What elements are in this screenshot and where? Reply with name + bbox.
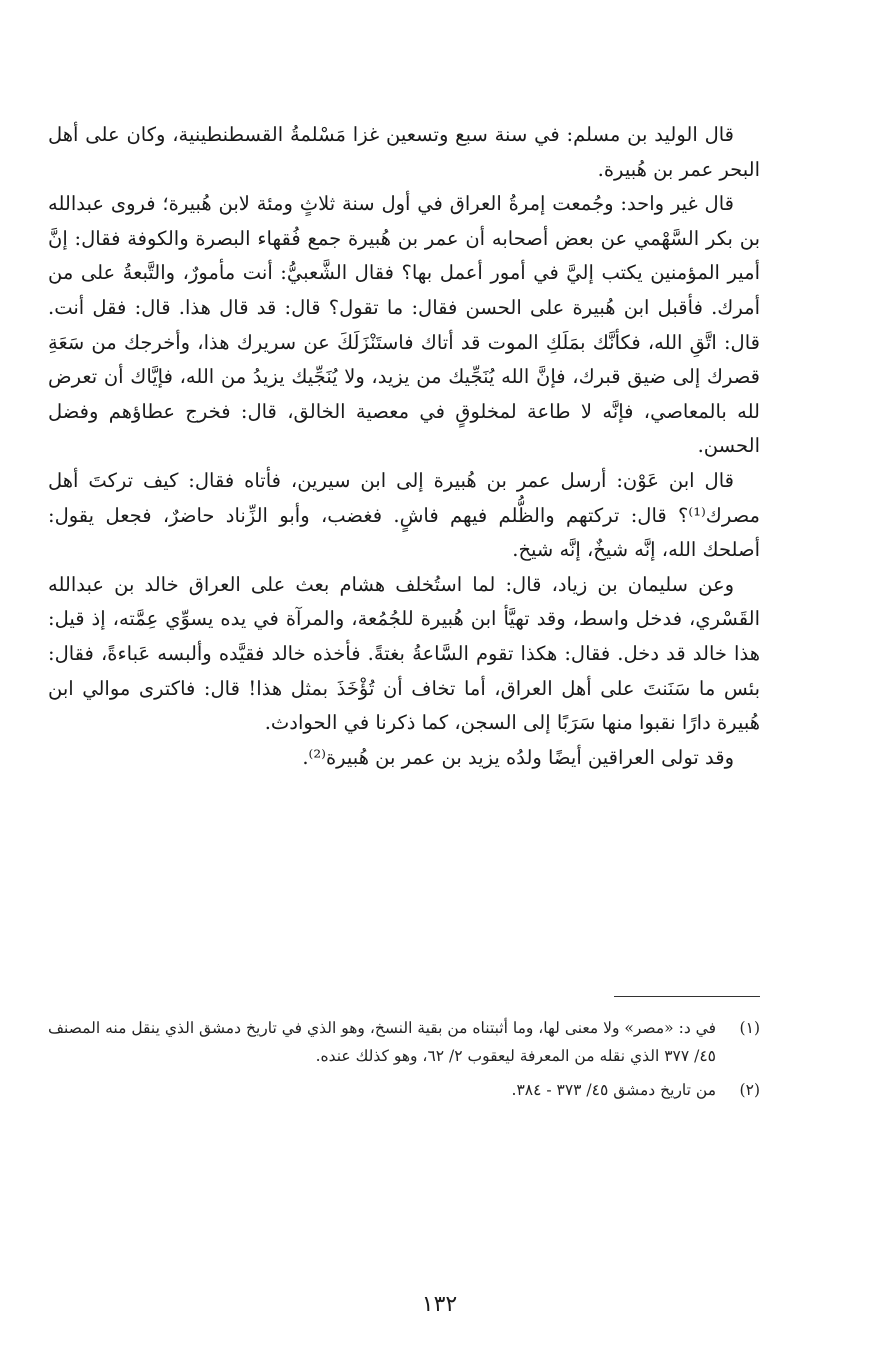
main-text <box>48 118 760 775</box>
footnote-text: في د: «مصر» ولا معنى لها، وما أثبتناه من بقية النسخ، وهو الذي في تاريخ دمشق الذي ينقل منه المصنف ٤٥/ ٣٧٧ الذي نقله من المعرفة ليعقوب ٢/ ٦٢، وهو كذلك عنده. <box>48 1019 716 1065</box>
footnote-1 <box>48 1014 760 1070</box>
page-number: ١٣٢ <box>421 1292 458 1317</box>
footnote-text: من تاريخ دمشق ٤٥/ ٣٧٣ - ٣٨٤. <box>511 1081 716 1099</box>
footnote-number: (١) <box>739 1019 760 1037</box>
footnote-2 <box>48 1076 760 1104</box>
paragraph-3: قال ابن عَوْن: أرسل عمر بن هُبيرة إلى ابن سيرين، فأتاه فقال: كيف تركتَ أهل مصرك⁽¹⁾؟ قال: تركتهم والظُّلم فيهم فاشٍ. فغضب، وأبو الزِّناد حاضرٌ، فجعل يقول: أصلحك الله، إنَّه شيخٌ، إنَّه شيخ. <box>48 468 760 562</box>
paragraph-5: وقد تولى العراقين أيضًا ولدُه يزيد بن عمر بن هُبيرة⁽²⁾. <box>302 745 734 769</box>
footnotes <box>48 1014 760 1110</box>
paragraph-4: وعن سليمان بن زياد، قال: لما استُخلف هشام بعث على العراق خالد بن عبدالله القَسْري، فدخل واسط، وقد تهيَّأ ابن هُبيرة للجُمُعة، والمرآة في يده يسوِّي عِمَّته، إذ قيل: هذا خالد قد دخل. فقال: هكذا تقوم السَّاعةُ بغتةً. فأخذه خالد فقيَّده وألبسه عَباءةً، فقال: بئس ما سَنَنتَ على أهل العراق، أما تخاف أن تُؤْخَذَ بمثل هذا! قال: فاكترى موالي ابن هُبيرة دارًا نقبوا منها سَرَبًا إلى السجن، كما ذكرنا في الحوادث. <box>48 572 760 735</box>
paragraph-2: قال غير واحد: وجُمعت إمرةُ العراق في أول سنة ثلاثٍ ومئة لابن هُبيرة؛ فروى عبدالله بن بكر السَّهْمي عن بعض أصحابه أن عمر بن هُبيرة جمع فُقهاء البصرة والكوفة فقال: إنَّ أمير المؤمنين يكتب إليَّ في أمور أعمل بها؟ فقال الشَّعبيُّ: أنت مأمورٌ، والتَّبعةُ على من أمرك. فأقبل ابن هُبيرة على الحسن فقال: ما تقول؟ قال: قد قال هذا. قال: فقل أنت. قال: اتَّقِ الله، فكأنَّك بمَلَكِ الموت قد أتاك فاستَنْزَلَكَ عن سريرك هذا، وأخرجك من سَعَةِ قصرك إلى ضيق قبرك، فإنَّ الله يُنَجِّيك من يزيد، ولا يُنَجِّيك يزيدُ من الله، فإيَّاك أن تعرض لله بالمعاصي، فإنَّه لا طاعة لمخلوقٍ في معصية الخالق، قال: فخرج عطاؤهم وفضل الحسن. <box>48 192 760 458</box>
paragraph-1: قال الوليد بن مسلم: في سنة سبع وتسعين غزا مَسْلمةُ القسطنطينية، وكان على أهل البحر عمر بن هُبيرة. <box>48 123 760 181</box>
footnote-number: (٢) <box>739 1081 760 1099</box>
footnote-divider <box>614 996 760 997</box>
